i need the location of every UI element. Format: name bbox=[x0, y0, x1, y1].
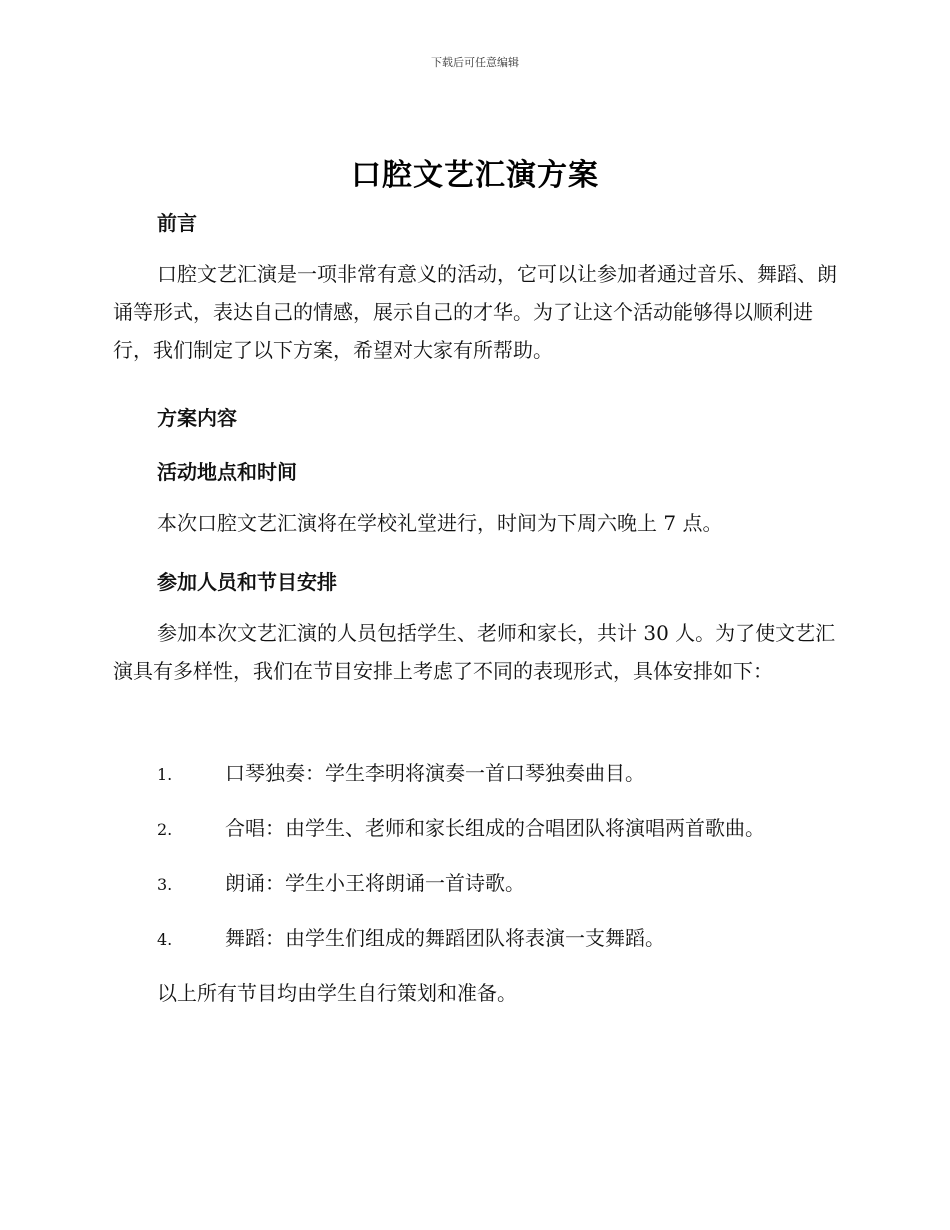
list-item bbox=[157, 864, 525, 904]
list-text: 口琴独奏：学生李明将演奏一首口琴独奏曲目。 bbox=[225, 761, 645, 785]
content-heading: 方案内容 bbox=[157, 406, 237, 430]
header-note: 下载后可任意编辑 bbox=[431, 56, 519, 69]
location-paragraph: 本次口腔文艺汇演将在学校礼堂进行，时间为下周六晚上 7 点。 bbox=[157, 511, 723, 535]
document-title: 口腔文艺汇演方案 bbox=[351, 158, 599, 193]
list-number: 1. bbox=[157, 765, 173, 784]
preface-heading: 前言 bbox=[157, 211, 197, 235]
participants-heading: 参加人员和节目安排 bbox=[157, 570, 337, 594]
list-text: 舞蹈：由学生们组成的舞蹈团队将表演一支舞蹈。 bbox=[225, 926, 665, 950]
participants-paragraph: 参加本次文艺汇演的人员包括学生、老师和家长，共计 30 人。为了使文艺汇演具有多样性，我们在节目安排上考虑了不同的表现形式，具体安排如下： bbox=[113, 621, 836, 683]
list-text: 合唱：由学生、老师和家长组成的合唱团队将演唱两首歌曲。 bbox=[225, 816, 765, 840]
location-heading: 活动地点和时间 bbox=[157, 460, 297, 484]
list-item bbox=[157, 809, 765, 849]
list-item bbox=[157, 919, 665, 959]
list-text: 朗诵：学生小王将朗诵一首诗歌。 bbox=[225, 871, 525, 895]
list-number: 4. bbox=[157, 930, 173, 949]
preface-paragraph: 口腔文艺汇演是一项非常有意义的活动，它可以让参加者通过音乐、舞蹈、朗诵等形式，表达自己的情感，展示自己的才华。为了让这个活动能够得以顺利进行，我们制定了以下方案，希望对大家有所帮助。 bbox=[113, 262, 837, 362]
list-number: 2. bbox=[157, 820, 173, 839]
list-number: 3. bbox=[157, 875, 173, 894]
closing-paragraph: 以上所有节目均由学生自行策划和准备。 bbox=[157, 981, 517, 1005]
list-item bbox=[157, 754, 645, 794]
